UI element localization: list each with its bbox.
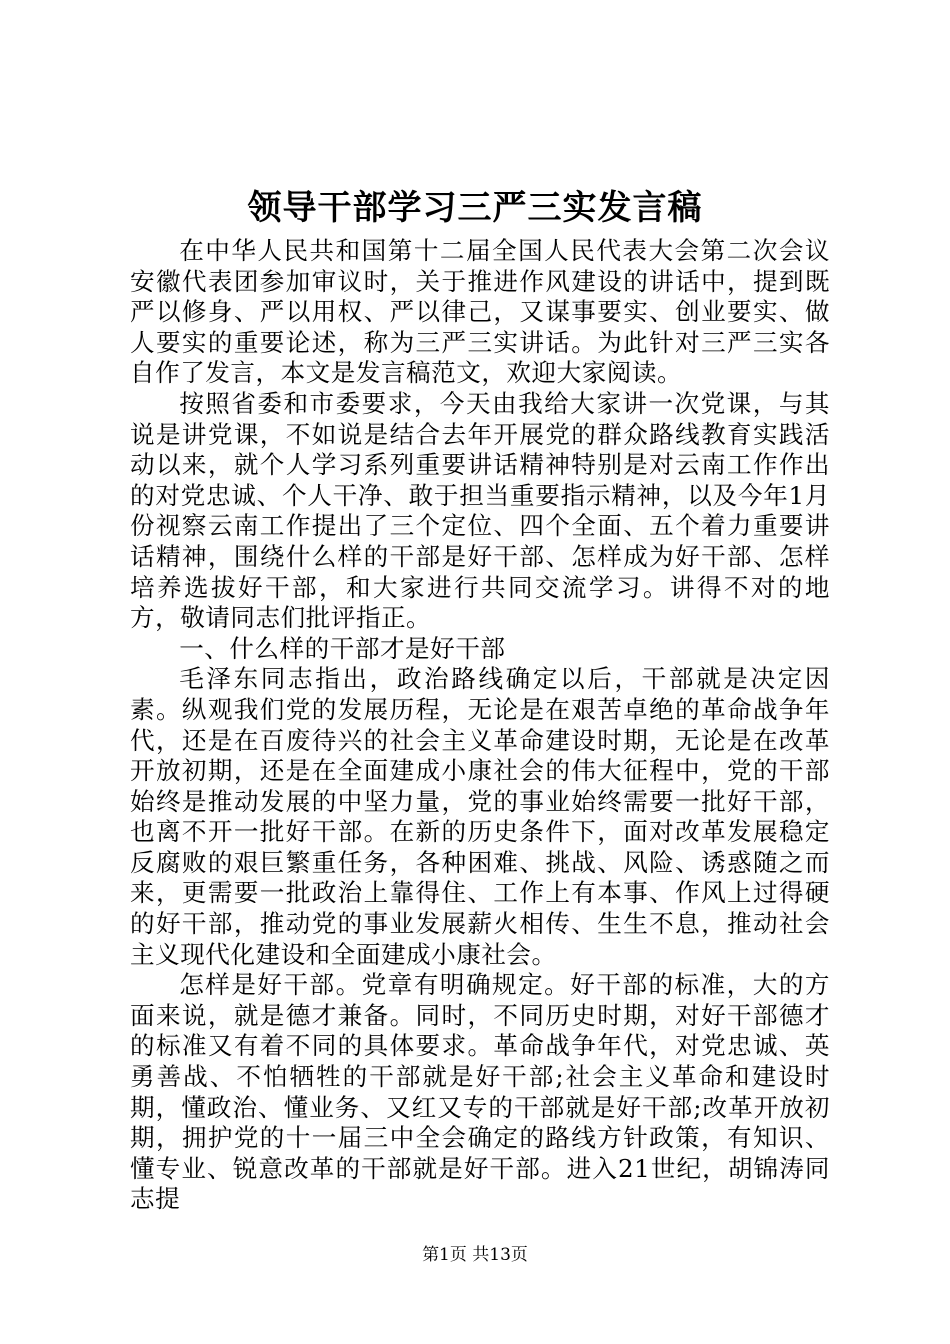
paragraph-intro: 在中华人民共和国第十二届全国人民代表大会第二次会议安徽代表团参加审议时，关于推进作风建设的讲话中，提到既严以修身、严以用权、严以律己，又谋事要实、创业要实、做人要实的重要论述，称为三严三实讲话。为此针对三严三实各自作了发言，本文是发言稿范文，欢迎大家阅读。 <box>130 236 830 388</box>
document-title: 领导干部学习三严三实发言稿 <box>247 188 703 228</box>
paragraph-good-cadre-standard: 怎样是好干部。党章有明确规定。好干部的标准，大的方面来说，就是德才兼备。同时，不同历史时期，对好干部德才的标准又有着不同的具体要求。革命战争年代，对党忠诚、英勇善战、不怕牺牲的干部就是好干部;社会主义革命和建设时期，懂政治、懂业务、又红又专的干部就是好干部;改革开放初期，拥护党的十一届三中全会确定的路线方针政策，有知识、懂专业、锐意改革的干部就是好干部。进入21世纪，胡锦涛同志提 <box>130 970 830 1214</box>
document-body <box>130 236 830 1215</box>
paragraph-mao-quote: 毛泽东同志指出，政治路线确定以后，干部就是决定因素。纵观我们党的发展历程，无论是在艰苦卓绝的革命战争年代，还是在百废待兴的社会主义革命建设时期，无论是在改革开放初期，还是在全面建成小康社会的伟大征程中，党的干部始终是推动发展的中坚力量，党的事业始终需要一批好干部，也离不开一批好干部。在新的历史条件下，面对改革发展稳定反腐败的艰巨繁重任务，各种困难、挑战、风险、诱惑随之而来，更需要一批政治上靠得住、工作上有本事、作风上过得硬的好干部，推动党的事业发展薪火相传、生生不息，推动社会主义现代化建设和全面建成小康社会。 <box>130 664 830 969</box>
section-heading: 一、什么样的干部才是好干部 <box>179 633 506 663</box>
page-footer: 第1页 共13页 <box>422 1245 528 1265</box>
paragraph-party-lesson: 按照省委和市委要求，今天由我给大家讲一次党课，与其说是讲党课，不如说是结合去年开展党的群众路线教育实践活动以来，就个人学习系列重要讲话精神特别是对云南工作作出的对党忠诚、个人干净、敢于担当重要指示精神，以及今年1月份视察云南工作提出了三个定位、四个全面、五个着力重要讲话精神，围绕什么样的干部是好干部、怎样成为好干部、怎样培养选拔好干部，和大家进行共同交流学习。讲得不对的地方，敬请同志们批评指正。 <box>130 388 830 633</box>
